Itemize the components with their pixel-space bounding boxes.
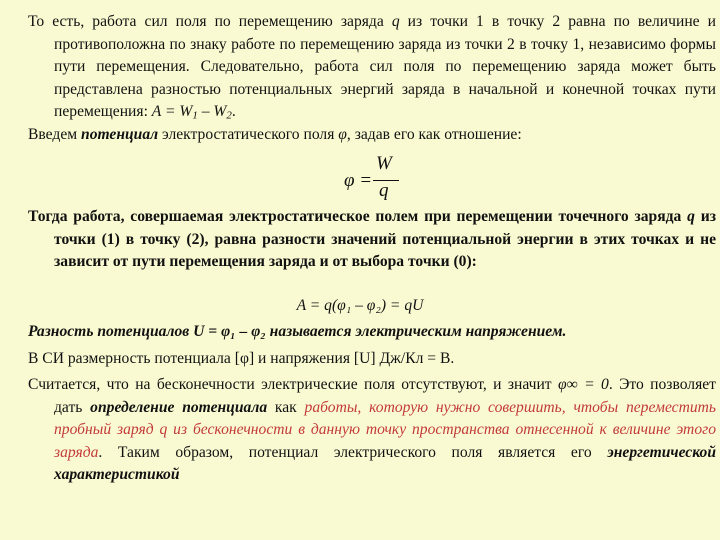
- term-potential: потенциал: [81, 126, 159, 143]
- potential-formula: [340, 153, 430, 205]
- paragraph-work-difference: [28, 206, 716, 274]
- subscript-1: 1: [192, 110, 198, 123]
- equals: =: [161, 103, 180, 121]
- subscript-2: 2: [226, 110, 232, 123]
- formula-lhs: φ =: [344, 170, 373, 191]
- text: , задав его как отношение:: [346, 126, 522, 143]
- text: Тогда работа, совершаемая электростатическое полем при перемещении точечного заряда: [28, 208, 688, 225]
- symbol-A: A: [151, 103, 162, 121]
- period: .: [231, 103, 236, 121]
- text: из точки (1) в точку (2), равна разности значений потенциальной энергии в этих точках и не зависит от пути перемещения заряда и от выбора точки (0):: [54, 208, 717, 271]
- minus: –: [197, 103, 214, 121]
- text: . Таким образом, потенциал электрического поля является его: [98, 443, 608, 461]
- symbol-q: q: [391, 13, 400, 30]
- term-definition: определение потенциала: [90, 398, 268, 416]
- formula-numerator: W: [376, 153, 392, 174]
- text: Введем: [28, 126, 82, 143]
- paragraph-si-units: В СИ размерность потенциала [φ] и напряжения [U] Дж/Кл = В.: [28, 350, 455, 367]
- text: То есть, работа сил поля по перемещению заряда: [28, 13, 392, 30]
- term-energy-characteristic: энергетической характеристикой: [54, 443, 716, 484]
- symbol-W2: W: [213, 103, 227, 121]
- equation-work-voltage: A = q(φ₁ – φ₂) = qU: [296, 297, 424, 314]
- paragraph-potential-definition: [28, 374, 716, 487]
- phi-infinity: φ∞ = 0: [558, 376, 609, 393]
- text: как: [267, 398, 305, 416]
- highlighted-definition: работы, которую нужно совершить, чтобы переместить пробный заряд q из бесконечности в данную точку пространства отнесенной к величине этого заряда: [54, 398, 716, 461]
- formula-denominator: q: [379, 180, 389, 201]
- symbol-q: q: [687, 208, 695, 225]
- text: электростатического поля: [158, 126, 339, 143]
- symbol-phi: φ: [338, 126, 347, 143]
- text: из точки 1 в точку 2 равна по величине и противоположна по знаку работе по перемещению заряда из точки 2 в точку 1, независимо формы пути перемещения. Следовательно, работа сил поля по перемещению заряда может быть представлена разностью потенциальных энергий заряда в начальной и конечной точках пути перемещения:: [54, 13, 716, 121]
- work-equation: [151, 103, 232, 123]
- symbol-W1: W: [179, 103, 193, 121]
- paragraph-voltage-definition: Разность потенциалов U = φ₁ – φ₂ называется электрическим напряжением.: [28, 323, 567, 340]
- text: Считается, что на бесконечности электрические поля отсутствуют, и значит: [28, 376, 558, 393]
- paragraph-potential-intro: [28, 124, 716, 147]
- paragraph-work-definition: [28, 11, 716, 124]
- text: . Это позволяет дать: [54, 376, 716, 416]
